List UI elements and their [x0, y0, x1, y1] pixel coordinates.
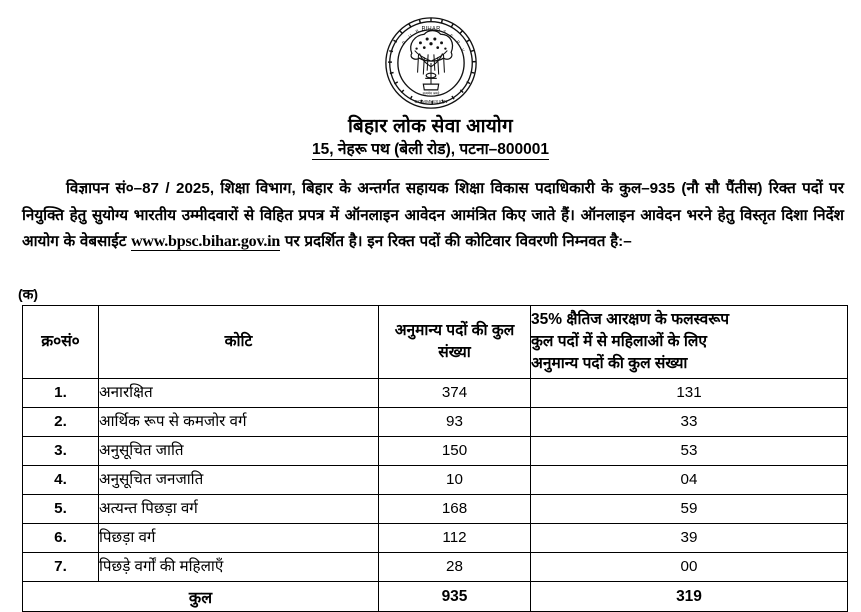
table-row [23, 379, 848, 408]
cell-total-posts: 10 [379, 466, 531, 495]
column-header-women-posts [531, 306, 848, 379]
svg-text:S: S [441, 28, 447, 35]
cell-category: अनुसूचित जनजाति [99, 466, 379, 495]
cell-total-posts: 374 [379, 379, 531, 408]
table-total-row [23, 582, 848, 612]
table-row [23, 466, 848, 495]
cell-serial-number: 4. [23, 466, 99, 495]
cell-category: अत्यन्त पिछड़ा वर्ग [99, 495, 379, 524]
cell-total-posts: 112 [379, 524, 531, 553]
total-posts-sum: 935 [379, 582, 531, 612]
svg-text:V: V [459, 47, 466, 53]
cell-women-posts: 00 [531, 553, 848, 582]
category-wise-vacancy-table [22, 305, 848, 612]
cell-total-posts: 150 [379, 437, 531, 466]
cell-women-posts: 33 [531, 408, 848, 437]
table-row [23, 437, 848, 466]
cell-serial-number: 2. [23, 408, 99, 437]
svg-text:U: U [406, 32, 413, 39]
svg-text:BIHAR: BIHAR [420, 26, 441, 33]
column-header-serial-number: क्र०सं० [23, 306, 99, 379]
women-header-line-3: अनुमान्य पदों की कुल संख्या [531, 355, 688, 372]
table-row [23, 408, 848, 437]
table-row [23, 495, 848, 524]
cell-serial-number: 6. [23, 524, 99, 553]
total-women-posts-sum: 319 [531, 582, 848, 612]
cell-women-posts: 39 [531, 524, 848, 553]
organization-name: बिहार लोक सेवा आयोग [347, 116, 514, 137]
total-label: कुल [23, 582, 379, 612]
section-marker-ka: (क) [18, 286, 39, 302]
svg-text:सत्यमेव जयते: सत्यमेव जयते [422, 91, 439, 96]
notice-paragraph [22, 176, 844, 256]
women-header-line-2: कुल पदों में से महिलाओं के लिए [531, 333, 707, 350]
cell-total-posts: 168 [379, 495, 531, 524]
cell-category: अनुसूचित जाति [99, 437, 379, 466]
cell-serial-number: 1. [23, 379, 99, 408]
cell-category: पिछड़ा वर्ग [99, 524, 379, 553]
svg-text:P: P [400, 39, 407, 46]
document-header [0, 116, 861, 160]
bpsc-website-link[interactable]: www.bpsc.bihar.gov.in [131, 233, 281, 250]
cell-women-posts: 59 [531, 495, 848, 524]
cell-serial-number: 7. [23, 553, 99, 582]
emblem-container [0, 14, 861, 112]
category-table-container [22, 305, 847, 612]
svg-text:E: E [448, 32, 454, 39]
svg-text:R: R [454, 39, 461, 45]
column-header-total-posts: अनुमान्य पदों की कुल संख्या [379, 306, 531, 379]
organization-address: 15, नेहरू पथ (बेली रोड), पटना–800001 [312, 141, 549, 158]
cell-women-posts: 04 [531, 466, 848, 495]
cell-category: आर्थिक रूप से कमजोर वर्ग [99, 408, 379, 437]
cell-category: अनारक्षित [99, 379, 379, 408]
table-row [23, 524, 848, 553]
bpsc-seal-icon [383, 14, 479, 112]
organization-address-line [0, 140, 861, 160]
cell-serial-number: 3. [23, 437, 99, 466]
svg-text:COMMISSION: COMMISSION [413, 99, 448, 105]
svg-text:B: B [414, 28, 420, 35]
table-row [23, 553, 848, 582]
column-header-category: कोटि [99, 306, 379, 379]
notice-text-part2: पर प्रदर्शित है। इन रिक्त पदों की कोटिवार विवरणी निम्नवत है:– [280, 233, 632, 250]
cell-serial-number: 5. [23, 495, 99, 524]
cell-total-posts: 93 [379, 408, 531, 437]
cell-women-posts: 131 [531, 379, 848, 408]
cell-total-posts: 28 [379, 553, 531, 582]
notice-text-part1: विज्ञापन सं०–87 / 2025, शिक्षा विभाग, बिहार के अन्तर्गत सहायक शिक्षा विकास पदाधिकारी के कुल–935 (नौ सौ पैंतीस) रिक्त पदों पर नियुक्ति हेतु सुयोग्य भारतीय उम्मीदवारों से विहित प्रपत्र में ऑनलाइन आवेदन आमंत्रित किए जाते हैं। ऑनलाइन आवेदन भरने हेतु विस्तृत दिशा निर्देश आयोग के वेबसाईट [22, 180, 844, 250]
cell-category: पिछड़े वर्गों की महिलाएँ [99, 553, 379, 582]
women-header-line-1: 35% क्षैतिज आरक्षण के फलस्वरूप [531, 311, 730, 328]
table-header-row [23, 306, 848, 379]
cell-women-posts: 53 [531, 437, 848, 466]
